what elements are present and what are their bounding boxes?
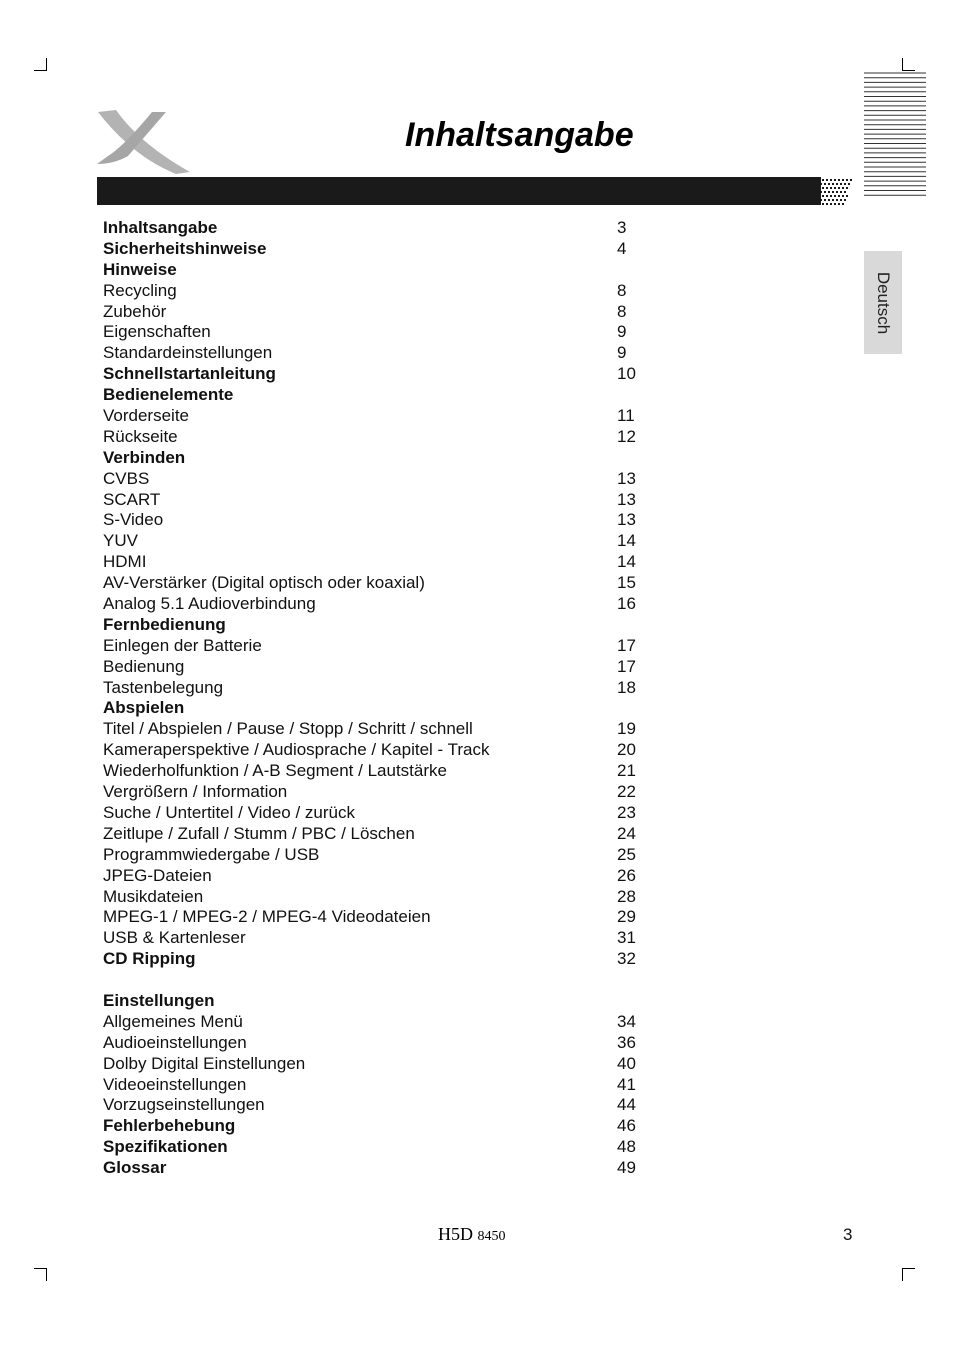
toc-entry bbox=[103, 552, 663, 573]
toc-entry-label: Wiederholfunktion / A-B Segment / Lautstärke bbox=[103, 761, 447, 781]
toc-entry-page: 13 bbox=[617, 468, 636, 488]
toc-entry-page: 22 bbox=[617, 782, 636, 802]
toc-entry-page: 15 bbox=[617, 573, 636, 593]
toc-entry bbox=[103, 322, 663, 343]
toc-entry bbox=[103, 490, 663, 511]
page-title: Inhaltsangabe bbox=[405, 116, 634, 154]
toc-entry-label: Spezifikationen bbox=[103, 1137, 228, 1157]
toc-entry bbox=[103, 928, 663, 949]
toc-entry-page: 4 bbox=[617, 238, 627, 258]
toc-entry bbox=[103, 1012, 663, 1033]
toc-entry-label: AV-Verstärker (Digital optisch oder koaxial) bbox=[103, 573, 425, 593]
toc-entry-page: 11 bbox=[617, 406, 635, 426]
toc-entry bbox=[103, 719, 663, 740]
crop-mark-top-left bbox=[34, 58, 47, 71]
toc-entry-label: Allgemeines Menü bbox=[103, 1011, 243, 1031]
toc-entry-page: 8 bbox=[617, 280, 627, 300]
toc-entry-label: Vergrößern / Information bbox=[103, 782, 288, 802]
toc-entry-page: 10 bbox=[617, 364, 636, 384]
toc-entry-page: 34 bbox=[617, 1011, 636, 1031]
toc-entry-label: HDMI bbox=[103, 552, 147, 572]
toc-entry bbox=[103, 615, 663, 636]
toc-entry-label: Inhaltsangabe bbox=[103, 218, 218, 237]
toc-entry bbox=[103, 448, 663, 469]
toc-entry-label: Recycling bbox=[103, 280, 177, 300]
toc-entry-label: Titel / Abspielen / Pause / Stopp / Schritt / schnell bbox=[103, 719, 473, 739]
toc-entry bbox=[103, 531, 663, 552]
toc-entry-label: Standardeinstellungen bbox=[103, 343, 273, 363]
toc-entry bbox=[103, 1137, 663, 1158]
toc-entry bbox=[103, 594, 663, 615]
toc-entry bbox=[103, 761, 663, 782]
toc-entry-page: 40 bbox=[617, 1053, 636, 1073]
toc-entry-label: Programmwiedergabe / USB bbox=[103, 844, 320, 864]
toc-entry-page: 29 bbox=[617, 907, 636, 927]
crop-mark-bottom-left bbox=[34, 1268, 47, 1281]
toc-entry bbox=[103, 1158, 663, 1179]
toc-entry-label: Abspielen bbox=[103, 698, 185, 718]
toc-entry bbox=[103, 510, 663, 531]
toc-entry bbox=[103, 218, 663, 239]
toc-entry-page: 32 bbox=[617, 949, 636, 969]
toc-entry-page: 44 bbox=[617, 1095, 636, 1115]
toc-entry-label: Vorzugseinstellungen bbox=[103, 1095, 265, 1115]
toc-entry-page: 26 bbox=[617, 865, 636, 885]
toc-entry-page: 36 bbox=[617, 1032, 636, 1052]
toc-entry-label: Bedienung bbox=[103, 656, 185, 676]
toc-entry-label: Fehlerbehebung bbox=[103, 1116, 236, 1136]
toc-entry bbox=[103, 907, 663, 928]
title-bar bbox=[97, 177, 821, 205]
toc-entry-label: Kameraperspektive / Audiosprache / Kapitel - Track bbox=[103, 740, 490, 760]
toc-entry bbox=[103, 1095, 663, 1116]
model-name bbox=[438, 1224, 506, 1245]
toc-entry-label: Verbinden bbox=[103, 447, 186, 467]
toc-entry-page: 23 bbox=[617, 802, 636, 822]
toc-entry bbox=[103, 991, 663, 1012]
toc-entry bbox=[103, 343, 663, 364]
toc-entry-page: 48 bbox=[617, 1137, 636, 1157]
toc-entry-label: Zubehör bbox=[103, 301, 167, 321]
model-prefix: H5D bbox=[438, 1224, 473, 1244]
toc-entry bbox=[103, 1075, 663, 1096]
toc-entry-page: 19 bbox=[617, 719, 636, 739]
toc-entry-label: Audioeinstellungen bbox=[103, 1032, 247, 1052]
toc-entry-page: 25 bbox=[617, 844, 636, 864]
toc-entry-label: YUV bbox=[103, 531, 138, 551]
toc-entry bbox=[103, 260, 663, 281]
toc-entry-page: 9 bbox=[617, 343, 627, 363]
toc-entry-page: 28 bbox=[617, 886, 636, 906]
brand-logo-icon bbox=[94, 106, 194, 176]
toc-entry-label: Bedienelemente bbox=[103, 385, 234, 405]
language-tab-label: Deutsch bbox=[874, 271, 893, 334]
toc-entry bbox=[103, 385, 663, 406]
toc-entry-page: 13 bbox=[617, 510, 636, 530]
toc-entry bbox=[103, 469, 663, 490]
toc-entry-page: 13 bbox=[617, 489, 636, 509]
toc-entry bbox=[103, 1116, 663, 1137]
crop-mark-top-right bbox=[902, 58, 915, 71]
toc-entry-page: 3 bbox=[617, 218, 627, 237]
toc-entry bbox=[103, 657, 663, 678]
toc-entry-label: CVBS bbox=[103, 468, 150, 488]
toc-entry-label: Musikdateien bbox=[103, 886, 204, 906]
toc-entry-label: Fernbedienung bbox=[103, 614, 226, 634]
toc-entry bbox=[103, 845, 663, 866]
toc-entry bbox=[103, 970, 663, 991]
toc-entry bbox=[103, 1033, 663, 1054]
toc-entry-label: Videoeinstellungen bbox=[103, 1074, 247, 1094]
toc-entry-page: 16 bbox=[617, 594, 636, 614]
toc-entry-page: 12 bbox=[617, 426, 636, 446]
toc-entry bbox=[103, 949, 663, 970]
toc-entry-page: 17 bbox=[617, 656, 636, 676]
toc-entry-page: 14 bbox=[617, 531, 636, 551]
toc-entry-page: 8 bbox=[617, 301, 627, 321]
toc-entry bbox=[103, 1054, 663, 1075]
toc-entry-label: Tastenbelegung bbox=[103, 677, 224, 697]
toc-entry bbox=[103, 636, 663, 657]
toc-entry-label: Hinweise bbox=[103, 259, 177, 279]
toc-entry-page: 46 bbox=[617, 1116, 636, 1136]
toc-entry bbox=[103, 678, 663, 699]
toc-entry-label: Zeitlupe / Zufall / Stumm / PBC / Löschen bbox=[103, 823, 415, 843]
toc-entry-label: Eigenschaften bbox=[103, 322, 211, 342]
crop-mark-bottom-right bbox=[902, 1268, 915, 1281]
toc-entry-label: Glossar bbox=[103, 1158, 167, 1178]
page-number: 3 bbox=[843, 1225, 853, 1244]
toc-entry-label: CD Ripping bbox=[103, 949, 196, 969]
language-tab bbox=[864, 251, 902, 354]
toc-entry bbox=[103, 887, 663, 908]
toc-entry-page: 24 bbox=[617, 823, 636, 843]
toc-entry bbox=[103, 281, 663, 302]
toc-entry bbox=[103, 573, 663, 594]
table-of-contents bbox=[103, 218, 663, 1179]
toc-entry-label: MPEG-1 / MPEG-2 / MPEG-4 Videodateien bbox=[103, 907, 431, 927]
toc-entry-page: 9 bbox=[617, 322, 627, 342]
toc-entry bbox=[103, 803, 663, 824]
toc-entry bbox=[103, 698, 663, 719]
toc-entry-label: Sicherheitshinweise bbox=[103, 238, 267, 258]
toc-entry-label: Vorderseite bbox=[103, 406, 189, 426]
toc-entry-label: Rückseite bbox=[103, 426, 178, 446]
toc-entry-page: 20 bbox=[617, 740, 636, 760]
toc-entry-label: Suche / Untertitel / Video / zurück bbox=[103, 802, 355, 822]
toc-entry-label: USB & Kartenleser bbox=[103, 928, 246, 948]
toc-entry-page: 18 bbox=[617, 677, 636, 697]
toc-entry bbox=[103, 740, 663, 761]
toc-entry-page: 17 bbox=[617, 635, 636, 655]
toc-entry bbox=[103, 364, 663, 385]
toc-entry-label: Einstellungen bbox=[103, 990, 215, 1010]
toc-entry-label: JPEG-Dateien bbox=[103, 865, 212, 885]
toc-entry-label: Einlegen der Batterie bbox=[103, 635, 262, 655]
toc-entry-page: 49 bbox=[617, 1158, 636, 1178]
toc-entry-label: Schnellstartanleitung bbox=[103, 364, 276, 384]
model-number: 8450 bbox=[477, 1229, 506, 1244]
toc-entry bbox=[103, 866, 663, 887]
toc-entry-page: 41 bbox=[617, 1074, 636, 1094]
toc-entry-label: S-Video bbox=[103, 510, 164, 530]
toc-entry bbox=[103, 239, 663, 260]
toc-entry bbox=[103, 406, 663, 427]
toc-entry bbox=[103, 302, 663, 323]
title-bar-dot-pattern bbox=[816, 177, 852, 207]
header-stripe-decoration bbox=[862, 72, 928, 202]
toc-entry bbox=[103, 782, 663, 803]
toc-entry bbox=[103, 824, 663, 845]
toc-entry bbox=[103, 427, 663, 448]
toc-entry-page: 14 bbox=[617, 552, 636, 572]
toc-entry-label: Analog 5.1 Audioverbindung bbox=[103, 594, 316, 614]
toc-entry-label: SCART bbox=[103, 489, 161, 509]
toc-entry-label: Dolby Digital Einstellungen bbox=[103, 1053, 306, 1073]
toc-entry-page: 21 bbox=[617, 761, 636, 781]
toc-entry-page: 31 bbox=[617, 928, 636, 948]
